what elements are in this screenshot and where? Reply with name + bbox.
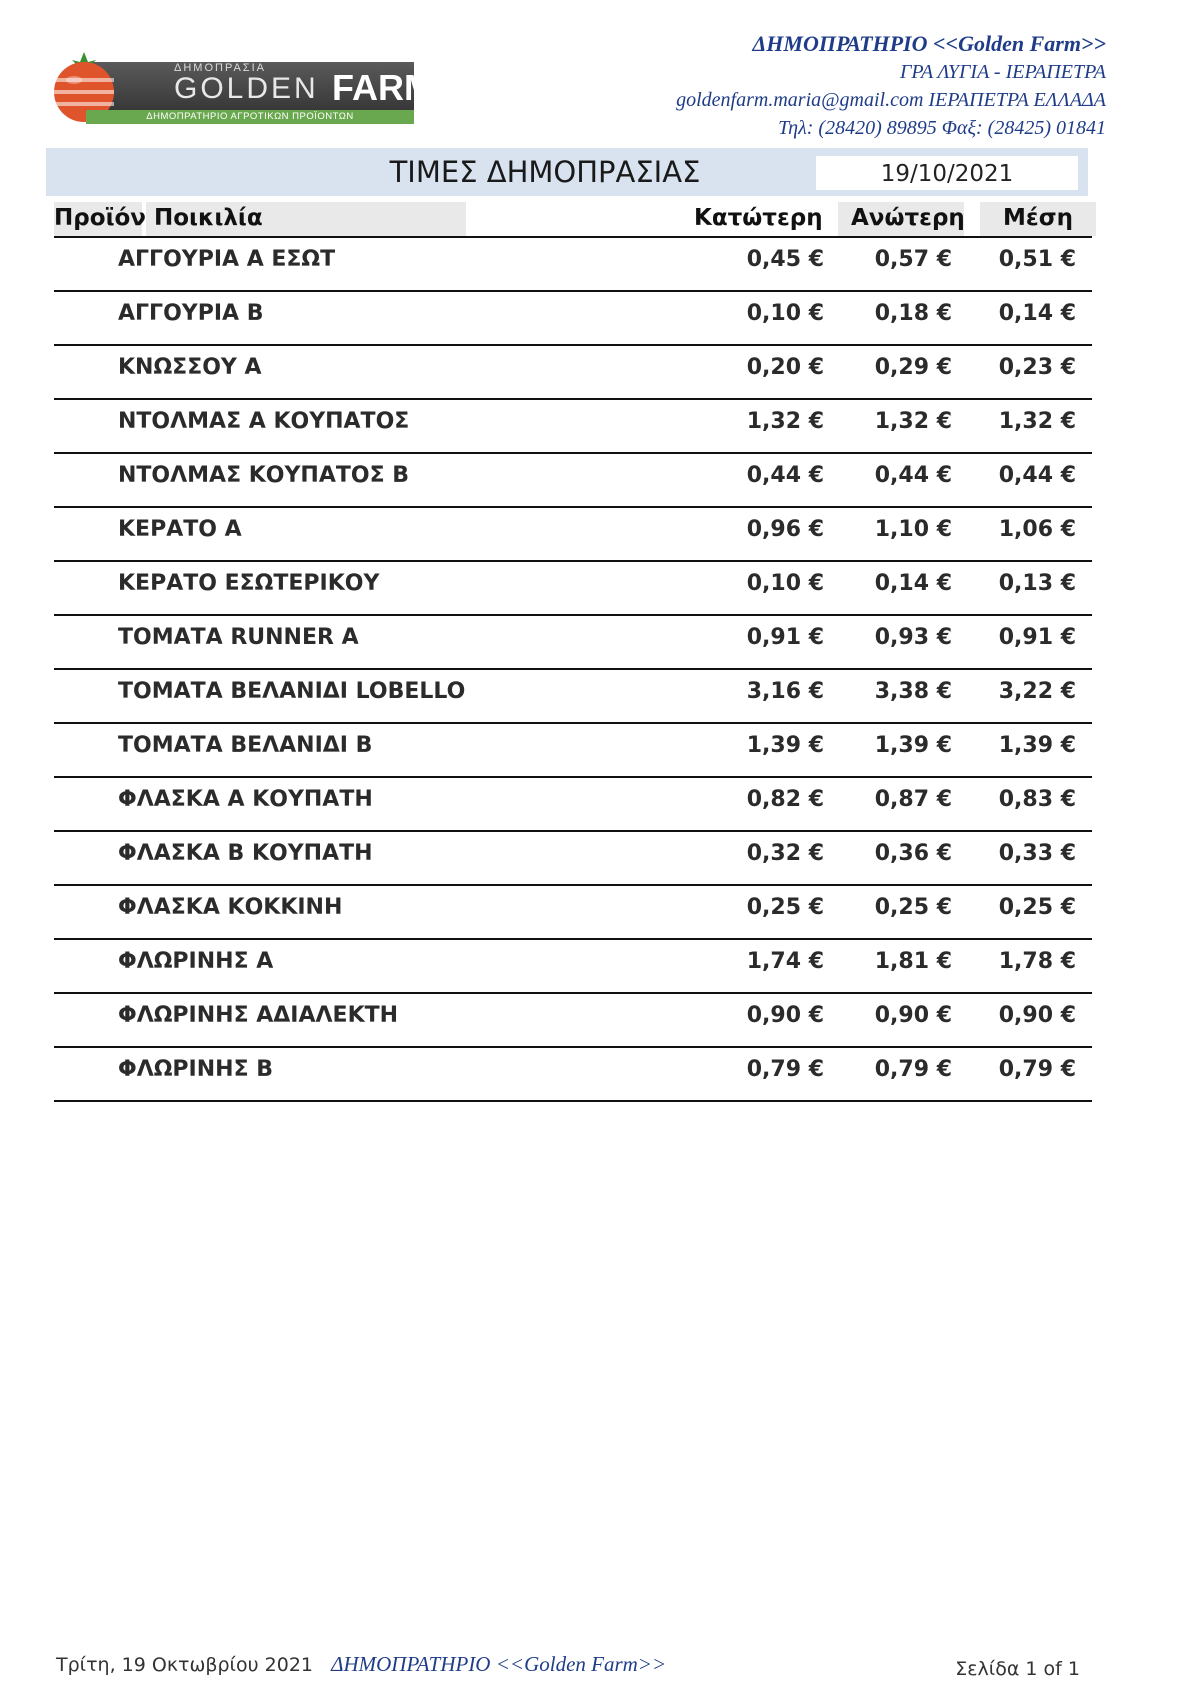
row-avg-price: 0,79 € (998, 1057, 1076, 1082)
row-avg-price: 1,39 € (998, 733, 1076, 758)
auction-date: 19/10/2021 (816, 156, 1078, 190)
row-product-name: ΦΛΩΡΙΝΗΣ Α (118, 949, 274, 974)
row-avg-price: 1,06 € (998, 517, 1076, 542)
row-product-name: ΤΟΜΑΤΑ ΒΕΛΑΝΙΔΙ Β (118, 733, 373, 758)
row-low-price: 1,39 € (746, 733, 824, 758)
row-low-price: 0,20 € (746, 355, 824, 380)
footer-brand: ΔΗΜΟΠΡΑΤΗΡΙΟ <<Golden Farm>> (331, 1652, 667, 1676)
row-product-name: ΑΓΓΟΥΡΙΑ Α ΕΣΩΤ (118, 247, 336, 272)
row-high-price: 0,36 € (874, 841, 952, 866)
footer-left (56, 1652, 666, 1677)
logo-farm-text: FARM (332, 67, 434, 108)
table-row (54, 1048, 1092, 1102)
row-avg-price: 0,14 € (998, 301, 1076, 326)
row-product-name: ΑΓΓΟΥΡΙΑ Β (118, 301, 264, 326)
row-avg-price: 1,32 € (998, 409, 1076, 434)
row-low-price: 0,44 € (746, 463, 824, 488)
company-logo (46, 48, 434, 126)
table-row (54, 236, 1092, 292)
row-high-price: 0,44 € (874, 463, 952, 488)
row-avg-price: 1,78 € (998, 949, 1076, 974)
row-avg-price: 3,22 € (998, 679, 1076, 704)
table-row (54, 454, 1092, 508)
row-product-name: ΝΤΟΛΜΑΣ Α ΚΟΥΠΑΤΟΣ (118, 409, 410, 434)
table-row (54, 400, 1092, 454)
footer-date: Τρίτη, 19 Οκτωβρίου 2021 (56, 1654, 314, 1676)
row-low-price: 0,10 € (746, 571, 824, 596)
row-avg-price: 0,33 € (998, 841, 1076, 866)
row-product-name: ΦΛΑΣΚΑ Α ΚΟΥΠΑΤΗ (118, 787, 373, 812)
row-high-price: 1,10 € (874, 517, 952, 542)
table-row (54, 724, 1092, 778)
row-high-price: 1,32 € (874, 409, 952, 434)
column-header-avg: Μέση (1003, 205, 1073, 231)
row-high-price: 0,29 € (874, 355, 952, 380)
row-high-price: 0,57 € (874, 247, 952, 272)
company-header (676, 30, 1106, 142)
logo-golden-text: GOLDEN (174, 72, 319, 105)
header-company-name: ΔΗΜΟΠΡΑΤΗΡΙΟ <<Golden Farm>> (752, 31, 1106, 56)
row-product-name: ΦΛΑΣΚΑ ΚΟΚΚΙΝΗ (118, 895, 343, 920)
page-title: ΤΙΜΕΣ ΔΗΜΟΠΡΑΣΙΑΣ (389, 155, 701, 189)
row-low-price: 0,90 € (746, 1003, 824, 1028)
table-row (54, 994, 1092, 1048)
price-table (54, 236, 1092, 1102)
row-low-price: 0,32 € (746, 841, 824, 866)
table-row (54, 940, 1092, 994)
row-product-name: ΤΟΜΑΤΑ RUNNER Α (118, 625, 359, 650)
row-high-price: 0,90 € (874, 1003, 952, 1028)
row-avg-price: 0,25 € (998, 895, 1076, 920)
row-low-price: 0,45 € (746, 247, 824, 272)
row-product-name: ΚΕΡΑΤΟ ΕΣΩΤΕΡΙΚΟΥ (118, 571, 380, 596)
column-header-variety: Ποικιλία (154, 205, 263, 231)
row-high-price: 0,79 € (874, 1057, 952, 1082)
row-high-price: 0,25 € (874, 895, 952, 920)
row-avg-price: 0,90 € (998, 1003, 1076, 1028)
table-row (54, 886, 1092, 940)
row-high-price: 1,81 € (874, 949, 952, 974)
table-row (54, 292, 1092, 346)
row-high-price: 0,14 € (874, 571, 952, 596)
row-low-price: 0,96 € (746, 517, 824, 542)
column-header-low: Κατώτερη (694, 205, 823, 231)
table-row (54, 508, 1092, 562)
row-avg-price: 0,91 € (998, 625, 1076, 650)
row-low-price: 0,82 € (746, 787, 824, 812)
table-row (54, 778, 1092, 832)
table-row (54, 670, 1092, 724)
footer-page-number: Σελίδα 1 of 1 (955, 1658, 1080, 1680)
table-row (54, 346, 1092, 400)
row-product-name: ΚΝΩΣΣΟΥ Α (118, 355, 262, 380)
row-low-price: 0,25 € (746, 895, 824, 920)
logo-subtitle: ΔΗΜΟΠΡΑΤΗΡΙΟ ΑΓΡΟΤΙΚΩΝ ΠΡΟΪΟΝΤΩΝ (86, 110, 414, 124)
row-product-name: ΚΕΡΑΤΟ Α (118, 517, 242, 542)
row-low-price: 1,32 € (746, 409, 824, 434)
logo-small-text: ΔΗΜΟΠΡΑΣΙΑ (174, 62, 267, 74)
column-header-high: Ανώτερη (851, 205, 965, 231)
column-header-product: Προϊόν (54, 205, 146, 231)
row-product-name: ΦΛΑΣΚΑ Β ΚΟΥΠΑΤΗ (118, 841, 373, 866)
row-avg-price: 0,13 € (998, 571, 1076, 596)
table-row (54, 562, 1092, 616)
row-avg-price: 0,83 € (998, 787, 1076, 812)
row-high-price: 0,18 € (874, 301, 952, 326)
row-high-price: 0,93 € (874, 625, 952, 650)
row-avg-price: 0,51 € (998, 247, 1076, 272)
header-phone: Τηλ: (28420) 89895 Φαξ: (28425) 01841 (778, 117, 1106, 139)
row-avg-price: 0,23 € (998, 355, 1076, 380)
row-low-price: 1,74 € (746, 949, 824, 974)
row-product-name: ΦΛΩΡΙΝΗΣ Β (118, 1057, 274, 1082)
row-high-price: 1,39 € (874, 733, 952, 758)
row-product-name: ΝΤΟΛΜΑΣ ΚΟΥΠΑΤΟΣ Β (118, 463, 410, 488)
row-avg-price: 0,44 € (998, 463, 1076, 488)
table-row (54, 832, 1092, 886)
row-high-price: 3,38 € (874, 679, 952, 704)
row-product-name: ΤΟΜΑΤΑ ΒΕΛΑΝΙΔΙ LOBELLO (118, 679, 466, 704)
row-low-price: 0,79 € (746, 1057, 824, 1082)
row-high-price: 0,87 € (874, 787, 952, 812)
table-row (54, 616, 1092, 670)
row-product-name: ΦΛΩΡΙΝΗΣ ΑΔΙΑΛΕΚΤΗ (118, 1003, 399, 1028)
row-low-price: 3,16 € (746, 679, 824, 704)
row-low-price: 0,10 € (746, 301, 824, 326)
header-email: goldenfarm.maria@gmail.com ΙΕΡΑΠΕΤΡΑ ΕΛΛΑΔΑ (676, 89, 1106, 111)
row-low-price: 0,91 € (746, 625, 824, 650)
header-address: ΓΡΑ ΛΥΓΙΑ - ΙΕΡΑΠΕΤΡΑ (899, 61, 1106, 83)
